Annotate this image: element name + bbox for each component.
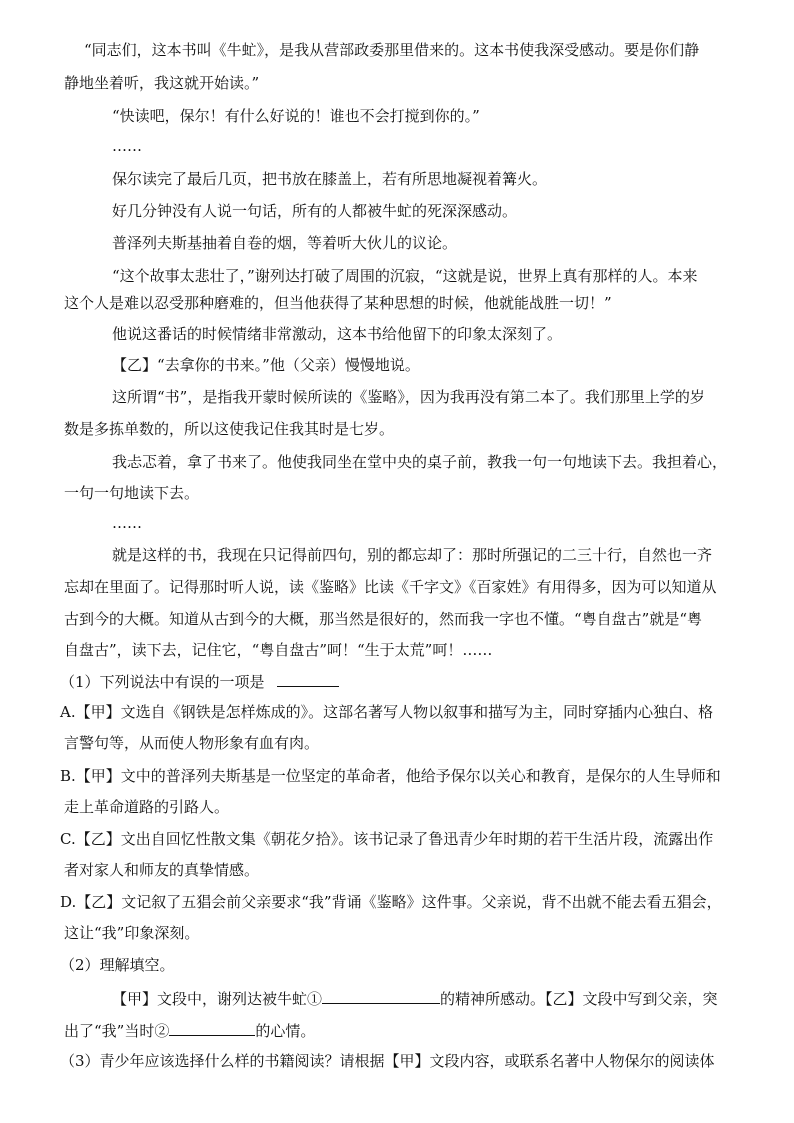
- question-text: 【甲】文段中，谢列达被牛虻①: [112, 990, 323, 1008]
- passage-line: 普泽列夫斯基抽着自卷的烟，等着听大伙儿的议论。: [112, 234, 458, 252]
- ellipsis: ……: [112, 514, 142, 532]
- question-text: （1）下列说法中有误的一项是: [60, 673, 265, 691]
- passage-line: 这个人是难以忍受那种磨难的，但当他获得了某种思想的时候，他就能战胜一切！”: [64, 294, 612, 312]
- passage-line: 自盘古”，读下去，记住它，“粤自盘古”呵！“生于太荒”呵！……: [64, 641, 493, 659]
- ellipsis: ……: [112, 137, 142, 155]
- passage-line: 数是多拣单数的，所以这使我记住我其时是七岁。: [64, 420, 395, 438]
- question-2-stem: （2）理解填空。: [60, 956, 175, 974]
- answer-blank-2[interactable]: [169, 1019, 255, 1036]
- passage-line: 一句一句地读下去。: [64, 484, 200, 502]
- passage-line: 忘却在里面了。记得那时听人说，读《鉴略》比读《千字文》《百家姓》有用得多，因为可以知道从: [64, 578, 717, 596]
- question-text: 的精神所感动。【乙】文段中写到父亲，突: [440, 990, 718, 1008]
- question-3-stem: （3）青少年应该选择什么样的书籍阅读？请根据【甲】文段内容，或联系名著中人物保尔的阅读体: [60, 1052, 715, 1070]
- passage-line: 保尔读完了最后几页，把书放在膝盖上，若有所思地凝视着篝火。: [112, 170, 548, 188]
- question-text: 出了“我”当时②: [64, 1022, 170, 1040]
- option-d-cont: 这让“我”印象深刻。: [64, 924, 200, 942]
- option-a-cont: 言警句等，从而使人物形象有血有肉。: [64, 734, 320, 752]
- answer-blank[interactable]: [277, 670, 339, 687]
- passage-line: 静地坐着听，我这就开始读。”: [64, 74, 260, 92]
- passage-line: 就是这样的书，我现在只记得前四句，别的都忘却了：那时所强记的二三十行，自然也一齐: [112, 546, 713, 564]
- question-1-stem: [60, 670, 760, 692]
- passage-line: “这个故事太悲壮了，”谢列达打破了周围的沉寂，“这就是说，世界上真有那样的人。本来: [112, 267, 698, 285]
- passage-line: 我忐忑着，拿了书来了。他使我同坐在堂中央的桌子前，教我一句一句地读下去。我担着心，: [112, 453, 728, 471]
- option-a: A.【甲】文选自《钢铁是怎样炼成的》。这部名著写人物以叙事和描写为主，同时穿插内心独白、格: [60, 703, 714, 721]
- passage-line: 这所谓“书”，是指我开蒙时候所读的《鉴略》，因为我再没有第二本了。我们那里上学的岁: [112, 388, 705, 406]
- passage-line: “同志们，这本书叫《牛虻》，是我从营部政委那里借来的。这本书使我深受感动。要是你们静: [84, 41, 700, 59]
- answer-blank-1[interactable]: [322, 987, 440, 1004]
- question-2-line: [64, 1019, 764, 1041]
- option-b-cont: 走上革命道路的引路人。: [64, 798, 230, 816]
- question-2-line: [112, 987, 794, 1009]
- option-d: D.【乙】文记叙了五猖会前父亲要求“我”背诵《鉴略》这件事。父亲说，背不出就不能去看五猖会，: [60, 893, 722, 911]
- passage-line: 【乙】“去拿你的书来。”他（父亲）慢慢地说。: [112, 356, 420, 374]
- passage-line: 古到今的大概。知道从古到今的大概，那当然是很好的，然而我一字也不懂。“粤自盘古”就是“粤: [64, 610, 703, 628]
- passage-line: “快读吧，保尔！有什么好说的！谁也不会打搅到你的。”: [112, 107, 480, 125]
- option-b: B.【甲】文中的普泽列夫斯基是一位坚定的革命者，他给予保尔以关心和教育，是保尔的人生导师和: [60, 767, 721, 785]
- question-text: 的心情。: [255, 1022, 316, 1040]
- option-c-cont: 者对家人和师友的真挚情感。: [64, 861, 260, 879]
- option-c: C.【乙】文出自回忆性散文集《朝花夕拾》。该书记录了鲁迅青少年时期的若干生活片段，流露出作: [60, 830, 714, 848]
- passage-line: 好几分钟没有人说一句话，所有的人都被牛虻的死深深感动。: [112, 202, 518, 220]
- passage-line: 他说这番话的时候情绪非常激动，这本书给他留下的印象太深刻了。: [112, 325, 563, 343]
